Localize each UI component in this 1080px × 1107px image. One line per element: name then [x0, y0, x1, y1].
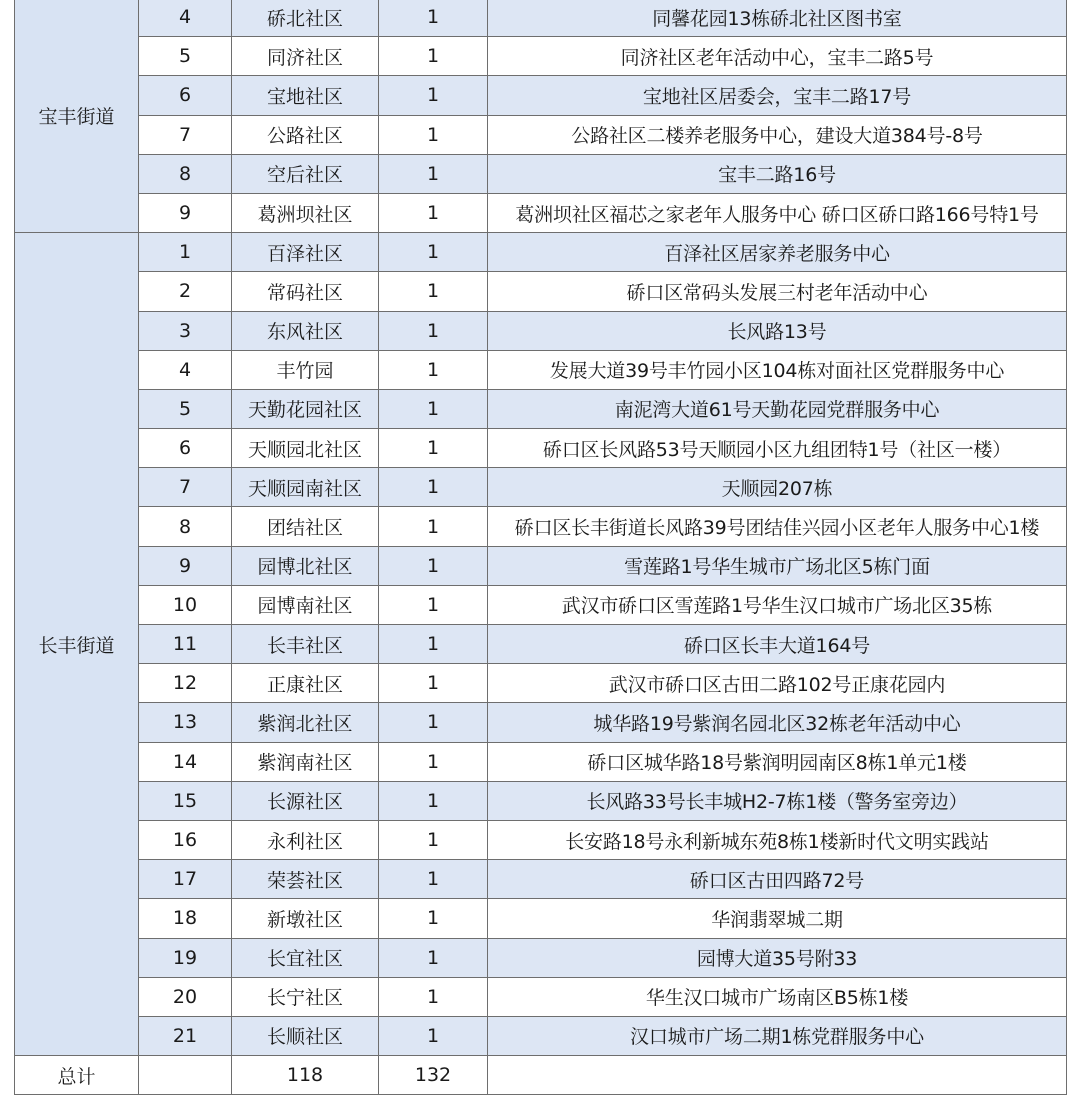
- count-cell: 1: [379, 193, 488, 232]
- row-number-cell: 2: [139, 272, 232, 311]
- table-row: [15, 860, 1067, 899]
- count-cell: 1: [379, 507, 488, 546]
- row-number-cell: 15: [139, 781, 232, 820]
- row-number-cell: 10: [139, 585, 232, 624]
- address-cell: 天顺园207栋: [488, 468, 1067, 507]
- table-row: [15, 938, 1067, 977]
- total-count-cell: 132: [379, 1056, 488, 1095]
- community-name-cell: 公路社区: [232, 115, 379, 154]
- address-cell: 南泥湾大道61号天勤花园党群服务中心: [488, 389, 1067, 428]
- total-row: [15, 1056, 1067, 1095]
- row-number-cell: 9: [139, 546, 232, 585]
- row-number-cell: 5: [139, 389, 232, 428]
- count-cell: 1: [379, 664, 488, 703]
- row-number-cell: 13: [139, 703, 232, 742]
- community-name-cell: 紫润南社区: [232, 742, 379, 781]
- count-cell: 1: [379, 585, 488, 624]
- row-number-cell: 7: [139, 468, 232, 507]
- table-row: [15, 546, 1067, 585]
- row-number-cell: 5: [139, 37, 232, 76]
- table-row: [15, 311, 1067, 350]
- count-cell: 1: [379, 350, 488, 389]
- table-row: [15, 507, 1067, 546]
- count-cell: 1: [379, 76, 488, 115]
- table-row: [15, 37, 1067, 76]
- count-cell: 1: [379, 820, 488, 859]
- count-cell: 1: [379, 781, 488, 820]
- row-number-cell: 9: [139, 193, 232, 232]
- total-community-cell: 118: [232, 1056, 379, 1095]
- address-cell: 同济社区老年活动中心，宝丰二路5号: [488, 37, 1067, 76]
- address-cell: 百泽社区居家养老服务中心: [488, 233, 1067, 272]
- count-cell: 1: [379, 742, 488, 781]
- count-cell: 1: [379, 429, 488, 468]
- address-cell: 长安路18号永利新城东苑8栋1楼新时代文明实践站: [488, 820, 1067, 859]
- community-name-cell: 园博南社区: [232, 585, 379, 624]
- table-row: [15, 193, 1067, 232]
- table-row: [15, 742, 1067, 781]
- community-name-cell: 团结社区: [232, 507, 379, 546]
- community-name-cell: 丰竹园: [232, 350, 379, 389]
- address-cell: 汉口城市广场二期1栋党群服务中心: [488, 1016, 1067, 1055]
- row-number-cell: 4: [139, 0, 232, 37]
- table-row: [15, 115, 1067, 154]
- row-number-cell: 3: [139, 311, 232, 350]
- community-name-cell: 长顺社区: [232, 1016, 379, 1055]
- community-name-cell: 天顺园南社区: [232, 468, 379, 507]
- address-cell: 同馨花园13栋硚北社区图书室: [488, 0, 1067, 37]
- table-row: [15, 154, 1067, 193]
- count-cell: 1: [379, 0, 488, 37]
- row-number-cell: 8: [139, 507, 232, 546]
- community-name-cell: 长源社区: [232, 781, 379, 820]
- count-cell: 1: [379, 546, 488, 585]
- count-cell: 1: [379, 311, 488, 350]
- count-cell: 1: [379, 37, 488, 76]
- count-cell: 1: [379, 468, 488, 507]
- address-cell: 华润翡翠城二期: [488, 899, 1067, 938]
- count-cell: 1: [379, 899, 488, 938]
- address-cell: 武汉市硚口区古田二路102号正康花园内: [488, 664, 1067, 703]
- row-number-cell: 18: [139, 899, 232, 938]
- count-cell: 1: [379, 389, 488, 428]
- address-cell: 宝地社区居委会，宝丰二路17号: [488, 76, 1067, 115]
- row-number-cell: 19: [139, 938, 232, 977]
- street-name-cell: 宝丰街道: [15, 0, 139, 233]
- table-row: [15, 820, 1067, 859]
- table-row: [15, 1016, 1067, 1055]
- table-row: [15, 625, 1067, 664]
- total-label-cell: 总计: [15, 1056, 139, 1095]
- table-row: [15, 272, 1067, 311]
- table-row: [15, 76, 1067, 115]
- address-cell: 公路社区二楼养老服务中心，建设大道384号-8号: [488, 115, 1067, 154]
- address-cell: 硚口区长丰街道长风路39号团结佳兴园小区老年人服务中心1楼: [488, 507, 1067, 546]
- row-number-cell: 6: [139, 76, 232, 115]
- table-row: [15, 703, 1067, 742]
- row-number-cell: 12: [139, 664, 232, 703]
- count-cell: 1: [379, 1016, 488, 1055]
- row-number-cell: 1: [139, 233, 232, 272]
- table-row: [15, 468, 1067, 507]
- community-name-cell: 空后社区: [232, 154, 379, 193]
- total-address-cell: [488, 1056, 1067, 1095]
- row-number-cell: 16: [139, 820, 232, 859]
- community-name-cell: 新墩社区: [232, 899, 379, 938]
- count-cell: 1: [379, 703, 488, 742]
- count-cell: 1: [379, 272, 488, 311]
- address-cell: 长风路13号: [488, 311, 1067, 350]
- address-cell: 硚口区长丰大道164号: [488, 625, 1067, 664]
- table-body: [15, 0, 1067, 1095]
- community-name-cell: 长宜社区: [232, 938, 379, 977]
- community-name-cell: 天顺园北社区: [232, 429, 379, 468]
- table-row: [15, 977, 1067, 1016]
- row-number-cell: 14: [139, 742, 232, 781]
- total-number-cell: [139, 1056, 232, 1095]
- table-row: [15, 233, 1067, 272]
- row-number-cell: 7: [139, 115, 232, 154]
- community-name-cell: 葛洲坝社区: [232, 193, 379, 232]
- table-row: [15, 429, 1067, 468]
- table-row: [15, 899, 1067, 938]
- table-row: [15, 585, 1067, 624]
- community-name-cell: 常码社区: [232, 272, 379, 311]
- address-cell: 硚口区长风路53号天顺园小区九组团特1号（社区一楼）: [488, 429, 1067, 468]
- count-cell: 1: [379, 115, 488, 154]
- community-name-cell: 硚北社区: [232, 0, 379, 37]
- community-name-cell: 正康社区: [232, 664, 379, 703]
- count-cell: 1: [379, 233, 488, 272]
- count-cell: 1: [379, 938, 488, 977]
- address-cell: 葛洲坝社区福芯之家老年人服务中心 硚口区硚口路166号特1号: [488, 193, 1067, 232]
- community-name-cell: 永利社区: [232, 820, 379, 859]
- address-cell: 硚口区常码头发展三村老年活动中心: [488, 272, 1067, 311]
- row-number-cell: 21: [139, 1016, 232, 1055]
- table-row: [15, 781, 1067, 820]
- count-cell: 1: [379, 977, 488, 1016]
- table-row: [15, 389, 1067, 428]
- row-number-cell: 6: [139, 429, 232, 468]
- community-name-cell: 长宁社区: [232, 977, 379, 1016]
- count-cell: 1: [379, 154, 488, 193]
- community-name-cell: 园博北社区: [232, 546, 379, 585]
- row-number-cell: 20: [139, 977, 232, 1016]
- street-name-cell: 长丰街道: [15, 233, 139, 1056]
- row-number-cell: 17: [139, 860, 232, 899]
- count-cell: 1: [379, 625, 488, 664]
- community-name-cell: 荣荟社区: [232, 860, 379, 899]
- address-cell: 雪莲路1号华生城市广场北区5栋门面: [488, 546, 1067, 585]
- table-row: [15, 350, 1067, 389]
- address-cell: 硚口区城华路18号紫润明园南区8栋1单元1楼: [488, 742, 1067, 781]
- address-cell: 城华路19号紫润名园北区32栋老年活动中心: [488, 703, 1067, 742]
- row-number-cell: 4: [139, 350, 232, 389]
- community-name-cell: 百泽社区: [232, 233, 379, 272]
- address-cell: 发展大道39号丰竹园小区104栋对面社区党群服务中心: [488, 350, 1067, 389]
- service-point-table: [14, 0, 1067, 1095]
- community-name-cell: 天勤花园社区: [232, 389, 379, 428]
- address-cell: 硚口区古田四路72号: [488, 860, 1067, 899]
- address-cell: 华生汉口城市广场南区B5栋1楼: [488, 977, 1067, 1016]
- address-cell: 武汉市硚口区雪莲路1号华生汉口城市广场北区35栋: [488, 585, 1067, 624]
- community-name-cell: 宝地社区: [232, 76, 379, 115]
- table-row: [15, 664, 1067, 703]
- community-name-cell: 紫润北社区: [232, 703, 379, 742]
- row-number-cell: 11: [139, 625, 232, 664]
- count-cell: 1: [379, 860, 488, 899]
- community-name-cell: 同济社区: [232, 37, 379, 76]
- address-cell: 长风路33号长丰城H2-7栋1楼（警务室旁边）: [488, 781, 1067, 820]
- row-number-cell: 8: [139, 154, 232, 193]
- address-cell: 宝丰二路16号: [488, 154, 1067, 193]
- address-cell: 园博大道35号附33: [488, 938, 1067, 977]
- community-name-cell: 东风社区: [232, 311, 379, 350]
- table-row: [15, 0, 1067, 37]
- community-name-cell: 长丰社区: [232, 625, 379, 664]
